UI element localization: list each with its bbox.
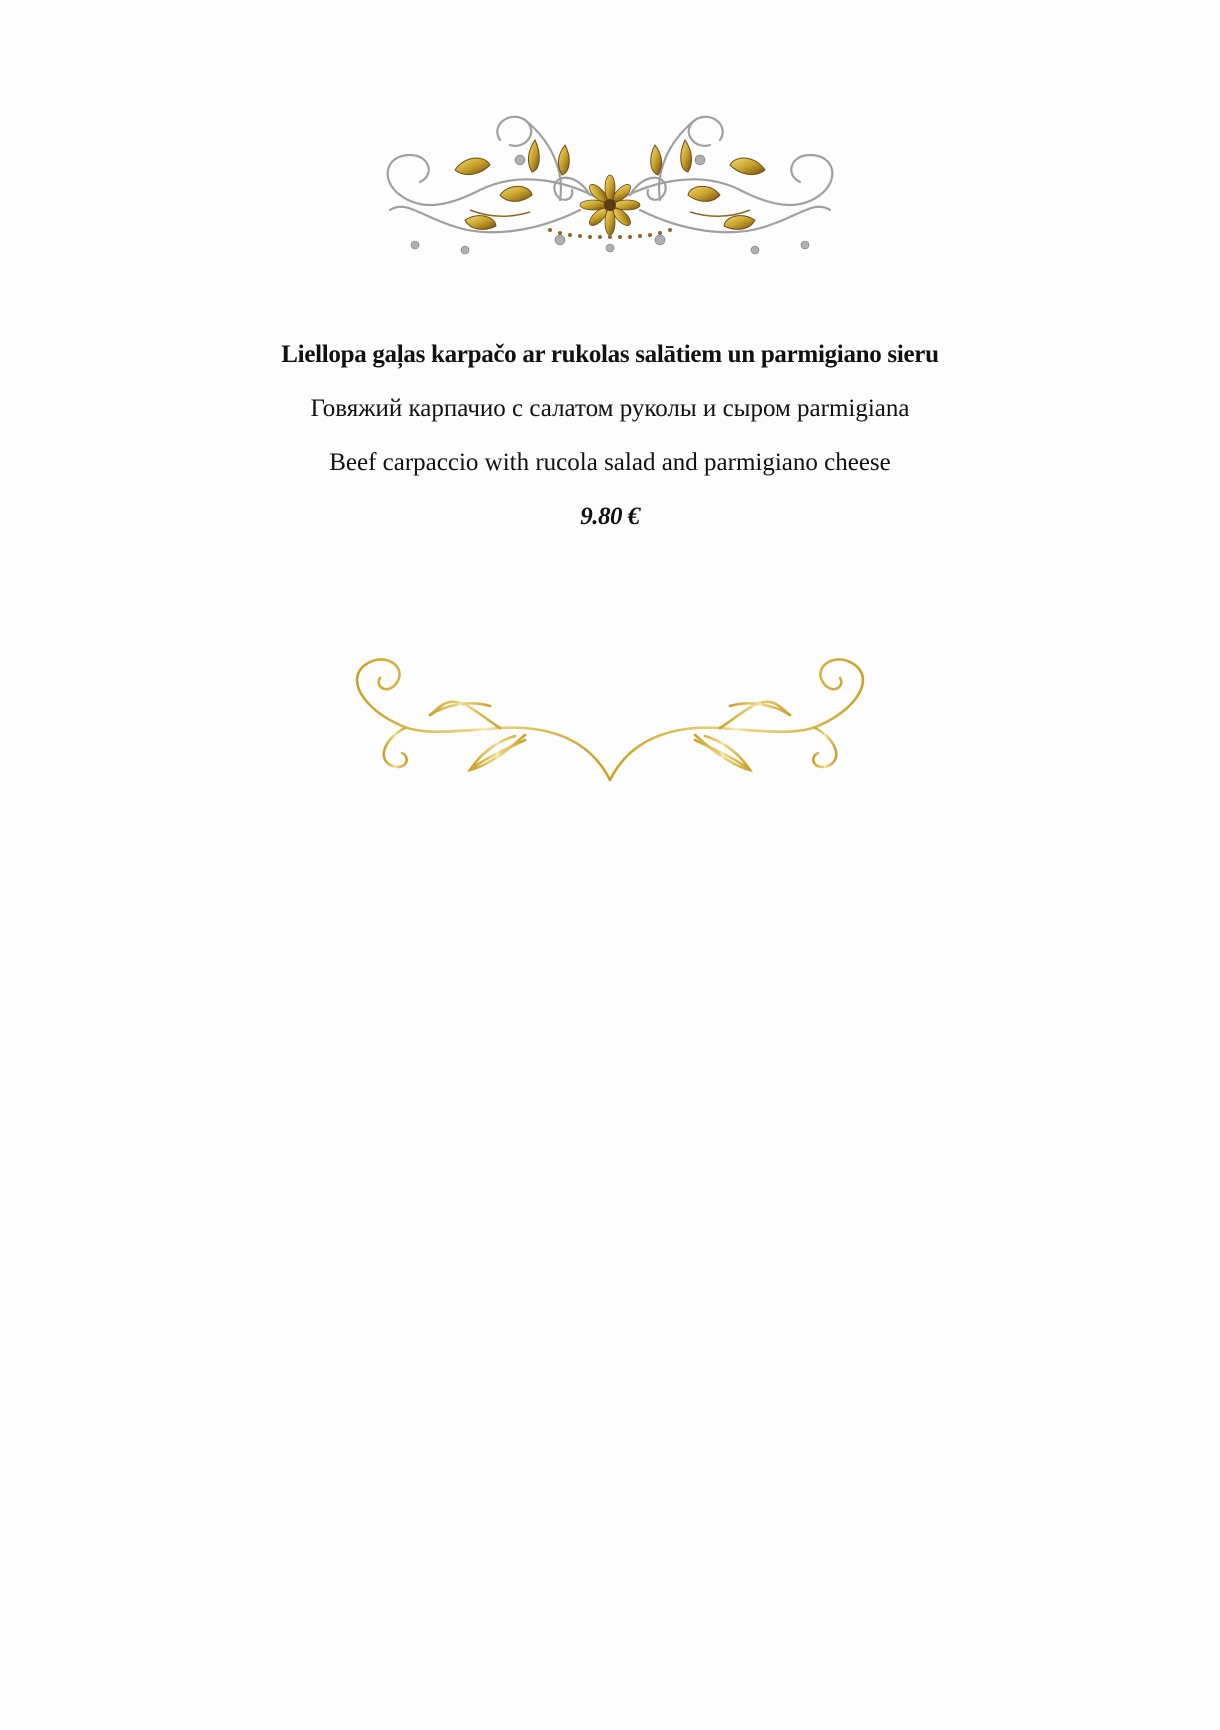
dish-name-russian: Говяжий карпачио с салатом руколы и сыром parmigiana — [310, 395, 910, 422]
dish-name-latvian: Liellopa gaļas karpačo ar rukolas salātiem un parmigiano sieru — [281, 341, 939, 368]
menu-item — [0, 340, 1220, 532]
top-ornament — [0, 100, 1220, 280]
leaf-swirl-icon — [330, 640, 890, 800]
floral-scroll-icon — [350, 100, 870, 280]
dish-price: 9.80 € — [580, 503, 640, 530]
dish-name-english: Beef carpaccio with rucola salad and parmigiano cheese — [329, 449, 891, 476]
bottom-ornament — [0, 640, 1220, 800]
center-flower-icon — [580, 175, 640, 235]
